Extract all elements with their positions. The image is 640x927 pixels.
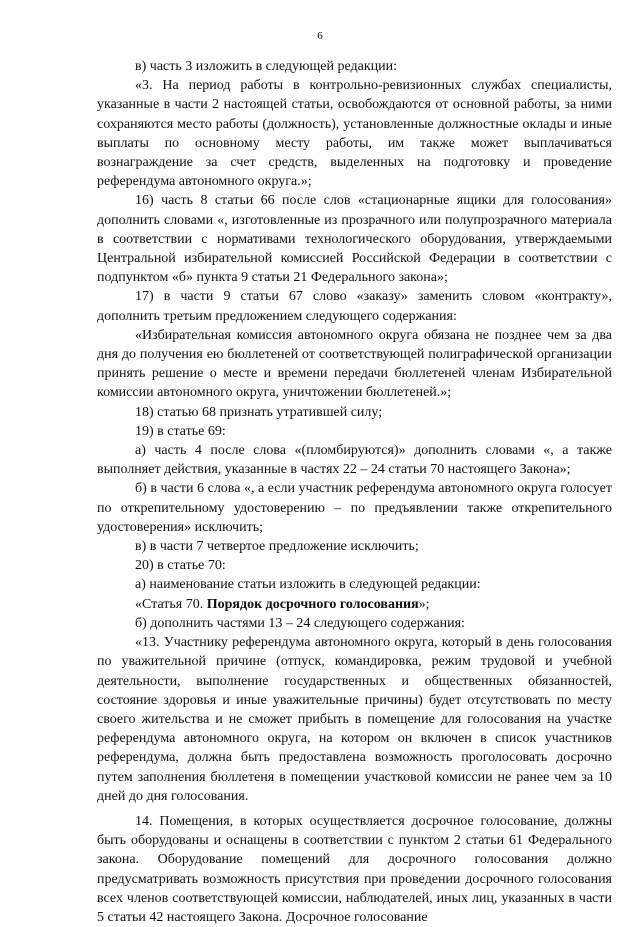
paragraph-item-17: 17) в части 9 статьи 67 слово «заказу» заменить словом «контракту», дополнить третьим предложением следующего содержания: [97,289,612,324]
paragraph-part-14: 14. Помещения, в которых осуществляется досрочное голосование, должны быть оборудованы и оснащены в соответствии с пунктом 2 статьи 61 Федерального закона. Оборудование помещений для досрочного голосования должно предусматривать возможность присутствия при проведении досрочного голосования всех членов соответствующей комиссии, наблюдателей, иных лиц, указанных в части 5 статьи 42 настоящего Закона. Досрочное голосование [97,813,612,925]
paragraph-item-20b: б) дополнить частями 13 – 24 следующего содержания: [135,615,465,631]
paragraph-item-16: 16) часть 8 статьи 66 после слов «стационарные ящики для голосования» дополнить словами «, изготовленные из прозрачного или полупрозрачного материала в соответствии с нормативами технологического оборудования, утверждаемыми Центральной избирательной комиссией Российской Федерации в соответствии с подпунктом «б» пункта 9 статьи 21 Федерального закона»; [97,193,612,286]
article-title-prefix: «Статья 70. [135,596,207,612]
paragraph-item-v: в) часть 3 изложить в следующей редакции: [135,59,398,74]
paragraph-item-20a: а) наименование статьи изложить в следующей редакции: [135,577,481,593]
paragraph-item-19v: в) в части 7 четвертое предложение исключить; [135,539,419,555]
paragraph-item-19: 19) в статье 69: [135,423,226,439]
paragraph-quote-part-3: «3. На период работы в контрольно-ревизионных службах специалисты, указанные в части 2 настоящей статьи, освобождаются от основной работы, за ними сохраняются место работы (должность), установленные должностные оклады и иные выплаты по основному месту работы, им также может выплачиваться вознаграждение за счет средств, выделенных на подготовку и проведение референдума автономного округа.»; [97,78,612,190]
article-title-bold: Порядок досрочного голосования [206,596,419,612]
document-body [97,57,612,927]
paragraph-item-19a: а) часть 4 после слова «(пломбируются)» дополнить словами «, а также выполняет действия, указанные в частях 22 – 24 статьи 70 настоящего Закона»; [97,443,612,478]
paragraph-part-13: «13. Участнику референдума автономного округа, который в день голосования по уважительной причине (отпуск, командировка, режим трудовой и учебной деятельности, выполнение государственных и общественных обязанностей, состояние здоровья и иные уважительные причины) будет отсутствовать по месту своего жительства и не сможет прибыть в помещение для голосования на участке референдума автономного округа, на котором он включен в список участников референдума, должна быть предоставлена возможность проголосовать досрочно путем заполнения бюллетеня в помещении участковой комиссии не ранее чем за 10 дней до дня голосования. [97,635,612,804]
paragraph-item-19b: б) в части 6 слова «, а если участник референдума автономного округа голосует по открепительному удостоверению – по предъявлении также открепительного удостоверения» исключить; [97,481,612,535]
page-number: 6 [317,30,323,42]
article-70-title [97,595,612,614]
paragraph-quote-commission: «Избирательная комиссия автономного округа обязана не позднее чем за два дня до получения ею бюллетеней от соответствующей полиграфической организации принять решение о месте и времени передачи бюллетеней членам Избирательной комиссии автономного округа, уничтожении бюллетеней.»; [97,327,612,401]
article-title-suffix: »; [418,596,430,612]
paragraph-item-18: 18) статью 68 признать утратившей силу; [135,404,383,420]
paragraph-item-20: 20) в статье 70: [135,558,226,574]
